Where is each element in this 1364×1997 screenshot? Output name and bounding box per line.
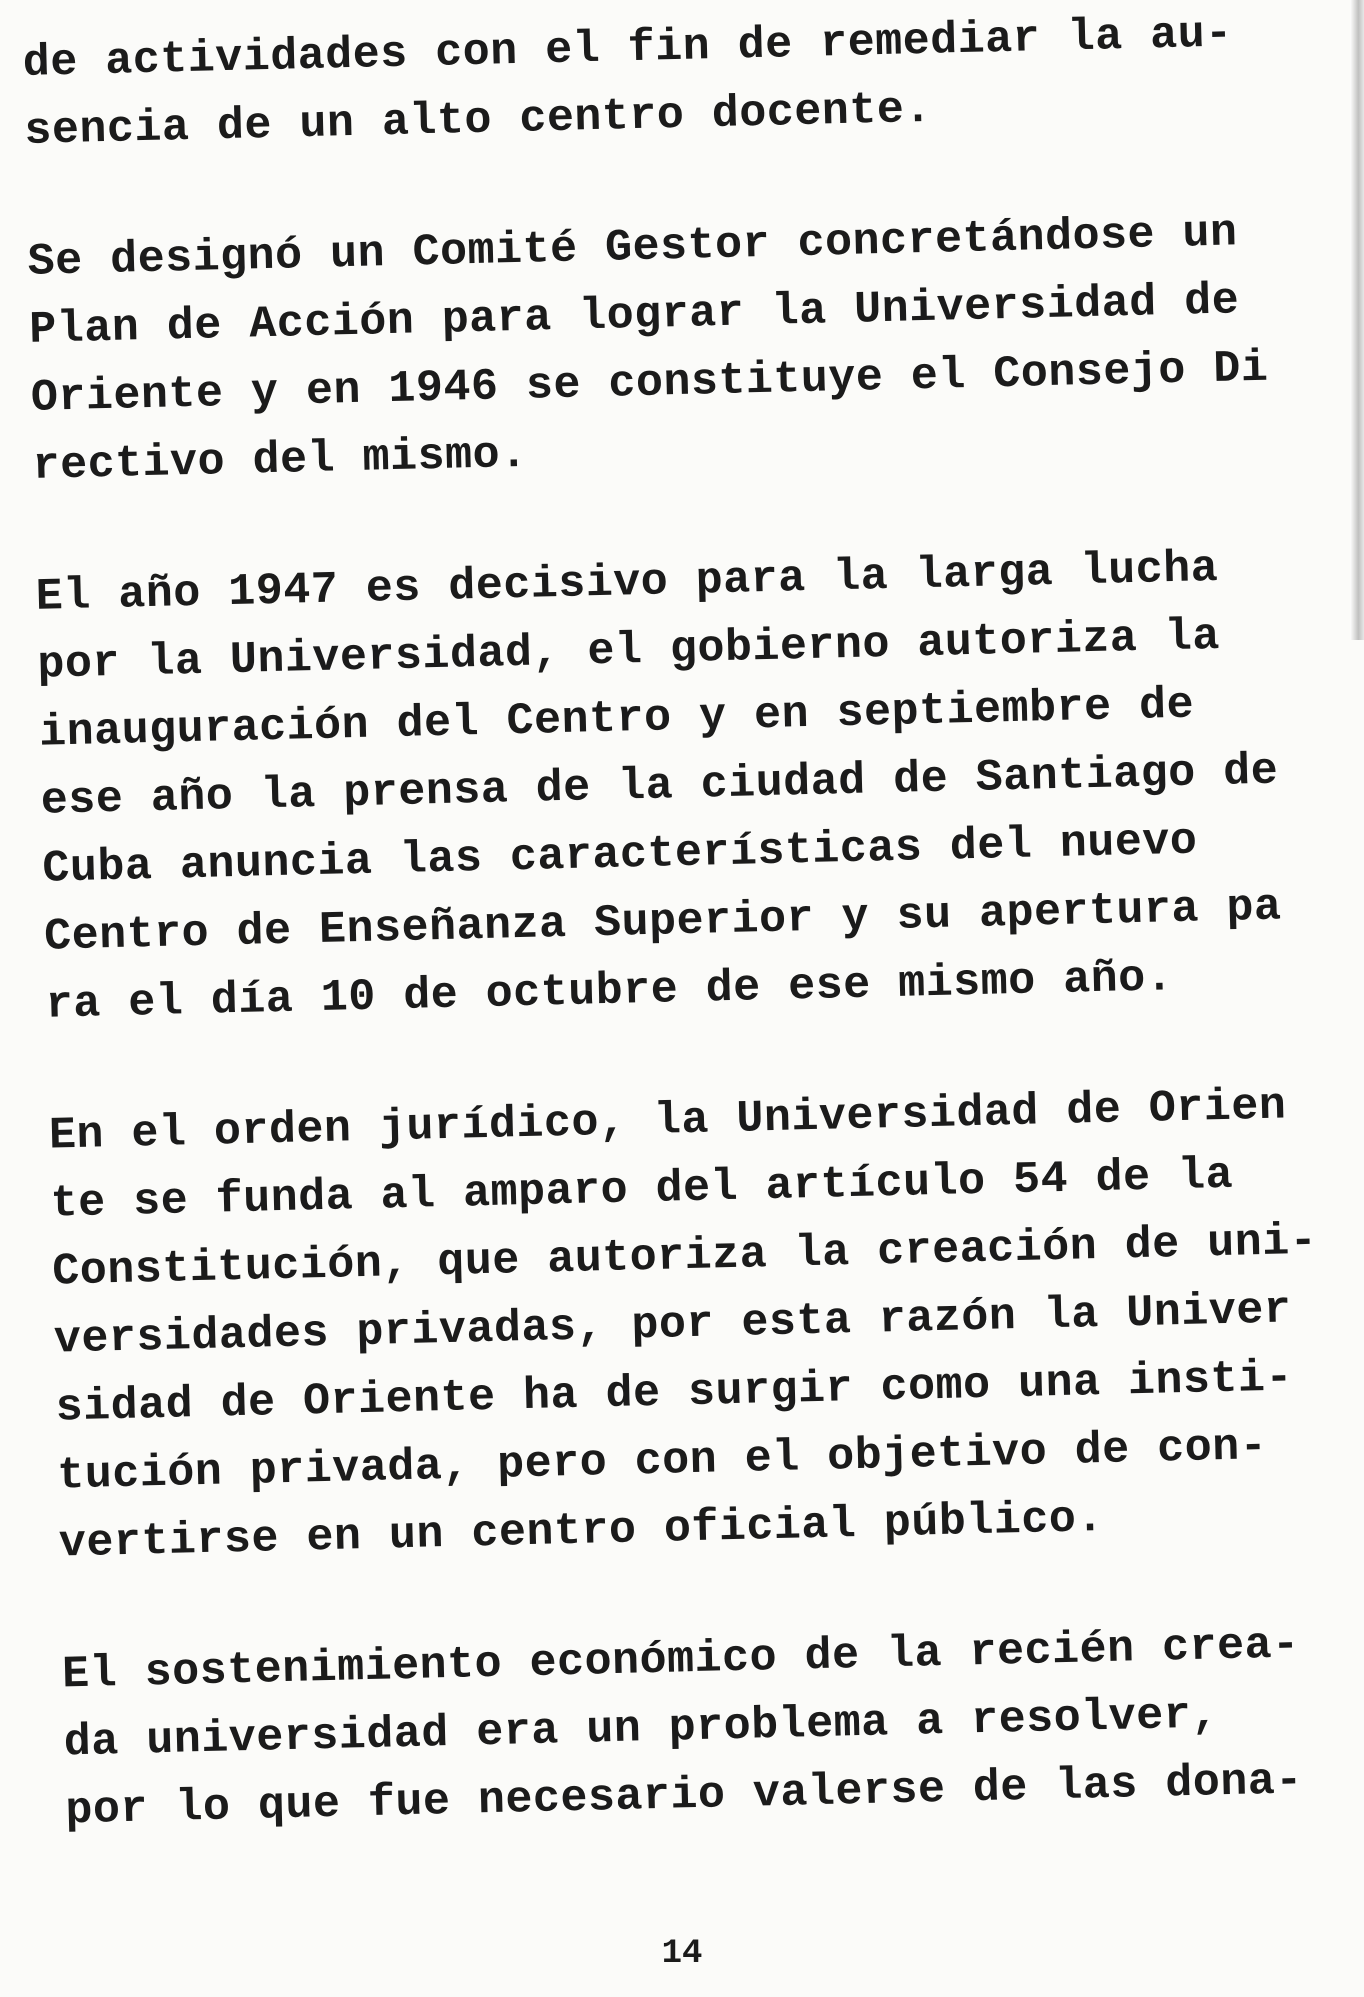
scan-edge-shadow — [1350, 0, 1364, 640]
paragraph-1: de actividades con el fin de remediar la au- sencia de un alto centro docente. — [22, 8, 1234, 157]
paragraph-4: En el orden jurídico, la Universidad de Orien te se funda al amparo del artículo 54 de la Constitución, que autoriza la creación de uni- versidades privadas, por esta razón la Univer sidad de Oriente ha de surgir como una insti- tución privada, pero con el objetivo de con- vertirse en un centro oficial público. — [48, 1080, 1318, 1570]
body-text — [22, 0, 1364, 1845]
page-number: 14 — [661, 1935, 703, 1973]
paragraph-5: El sostenimiento económico de la recién crea- da universidad era un problema a resolver, por lo que fue necesario valerse de las dona- — [61, 1619, 1304, 1837]
paragraph-2: Se designó un Comité Gestor concretándose un Plan de Acción para lograr la Universidad de Oriente y en 1946 se constituye el Consejo Di rectivo del mismo. — [27, 207, 1269, 492]
paragraph-3: El año 1947 es decisivo para la larga lucha por la Universidad, el gobierno autoriza la inauguración del Centro y en septiembre de ese año la prensa de la ciudad de Santiago de Cuba anuncia las características del nuevo Centro de Enseñanza Superior y su apertura pa ra el día 10 de octubre de ese mismo año. — [35, 542, 1283, 1031]
